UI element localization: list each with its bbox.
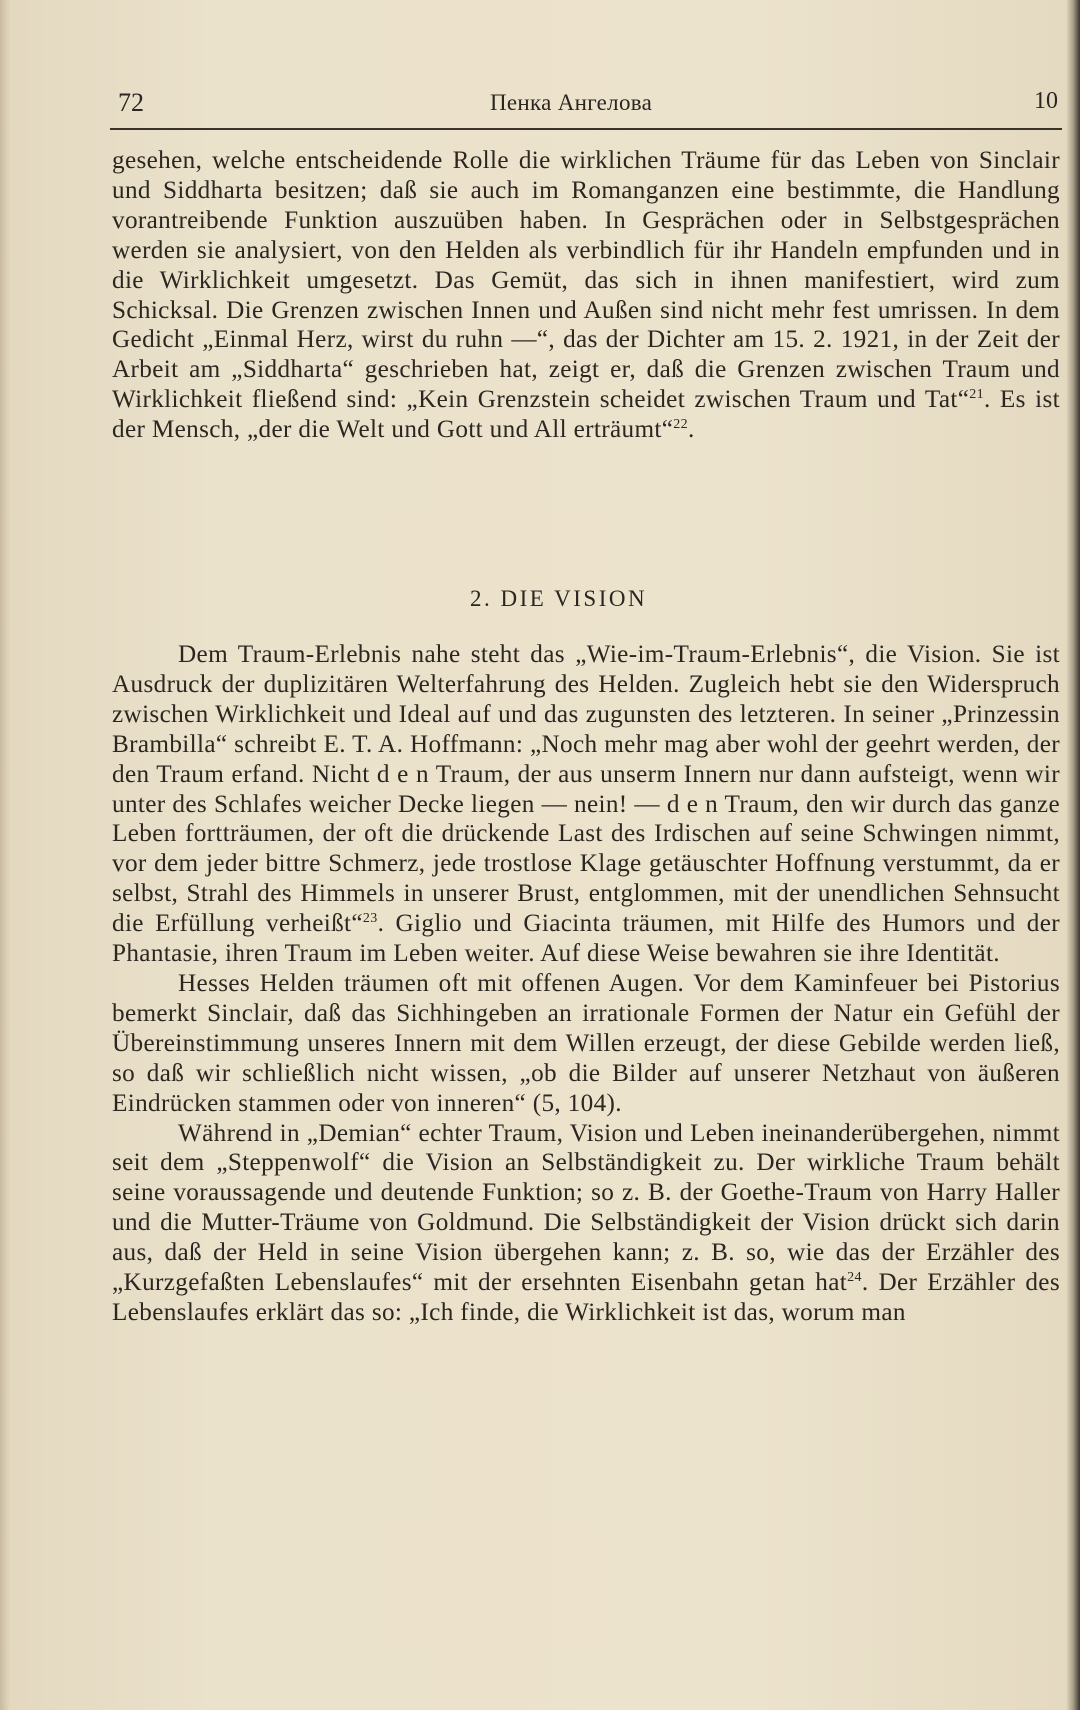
header-rule: [110, 128, 1062, 130]
footnote-ref: 23: [362, 911, 378, 927]
paragraph: Dem Traum-Erlebnis nahe steht das „Wie-im-Traum-Erlebnis“, die Vision. Sie ist Ausdruck der duplizitären Welterfahrung des Helden. Zugleich hebt sie den Widerspruch zwischen Wirklichkeit und Ideal auf und das zugunsten des letzteren. In seiner „Prinzessin Brambilla“ schreibt E. T. A. Hoffmann: „Noch mehr mag aber wohl der geehrt werden, der den Traum erfand. Nicht d e n Traum, der aus unserm Innern nur dann aufsteigt, wenn wir unter des Schlafes weicher Decke liegen — nein! — d e n Traum, den wir durch das ganze Leben fortträumen, der oft die drückende Last des Irdischen auf seine Schwingen nimmt, vor dem jeder bittre Schmerz, jede trostlose Klage getäuschter Hoffnung verstummt, da er selbst, Strahl des Himmels in unserer Brust, entglommen, mit der unendlichen Sehnsucht die Erfüllung verheißt“$^{23}$. Giglio und Giacinta träumen, mit Hilfe des Humors und der Phantasie, ihren Traum im Leben weiter. Auf diese Weise bewahren sie ihre Identität.: [112, 641, 1060, 968]
footnote-ref: 22: [673, 417, 688, 433]
text-block-section: [112, 640, 1060, 1328]
page-edge-shadow: [1066, 0, 1080, 1710]
footnote-ref: 24: [847, 1270, 862, 1286]
next-page-number-fragment: 10: [1034, 88, 1058, 114]
text-block-continuation: [112, 146, 1060, 445]
section-heading: 2. DIE VISION: [470, 586, 648, 611]
running-header: [118, 86, 1058, 122]
paragraph: Während in „Demian“ echter Traum, Vision und Leben ineinanderübergehen, nimmt seit dem „Steppenwolf“ die Vision an Selbständigkeit zu. Der wirkliche Traum behält seine voraussagende und deutende Funktion; so z. B. der Goethe-Traum von Harry Haller und die Mutter-Träume von Goldmund. Die Selbständigkeit der Vision drückt sich darin aus, daß der Held in seine Vision übergehen kann; z. B. so, wie das der Erzähler des „Kurzgefaßten Lebenslaufes“ mit der ersehnten Eisenbahn getan hat$^{24}$. Der Erzähler des Lebenslaufes erklärt das so: „Ich finde, die Wirklichkeit ist das, worum man: [112, 1119, 1060, 1326]
gutter-shadow: [0, 0, 10, 1710]
footnote-ref: 21: [969, 387, 984, 403]
paragraph: gesehen, welche entscheidende Rolle die wirklichen Träume für das Leben von Sinclair und Siddharta besitzen; daß sie auch im Romanganzen eine bestimmte, die Handlung vorantreibende Funktion auszuüben haben. In Gesprächen oder in Selbstgesprächen werden sie analysiert, von den Helden als verbindlich für ihr Handeln empfunden und in die Wirklichkeit umgesetzt. Das Gemüt, das sich in ihnen manifestiert, wird zum Schicksal. Die Grenzen zwischen Innen und Außen sind nicht mehr fest umrissen. In dem Gedicht „Einmal Herz, wirst du ruhn —“, das der Dichter am 15. 2. 1921, in der Zeit der Arbeit am „Siddharta“ geschrieben hat, zeigt er, daß die Grenzen zwischen Traum und Wirklichkeit fließend sind: „Kein Grenzstein scheidet zwischen Traum und Tat“$^{21}$. Es ist der Mensch, „der die Welt und Gott und All erträumt“$^{22}$.: [112, 147, 1060, 444]
paragraph: Hesses Helden träumen oft mit offenen Augen. Vor dem Kaminfeuer bei Pistorius bemerkt Sinclair, daß das Sichhingeben an irrationale Formen der Natur ein Gefühl der Übereinstimmung unseres Innern mit dem Willen erzeugt, der diese Gebilde werden ließ, so daß wir schließlich nicht wissen, „ob die Bilder auf unserer Netzhaut von äußeren Eindrücken stammen oder von inneren“ (5, 104).: [112, 969, 1060, 1117]
page-number: 72: [118, 88, 144, 117]
running-head-author: Пенка Ангелова: [490, 90, 653, 115]
